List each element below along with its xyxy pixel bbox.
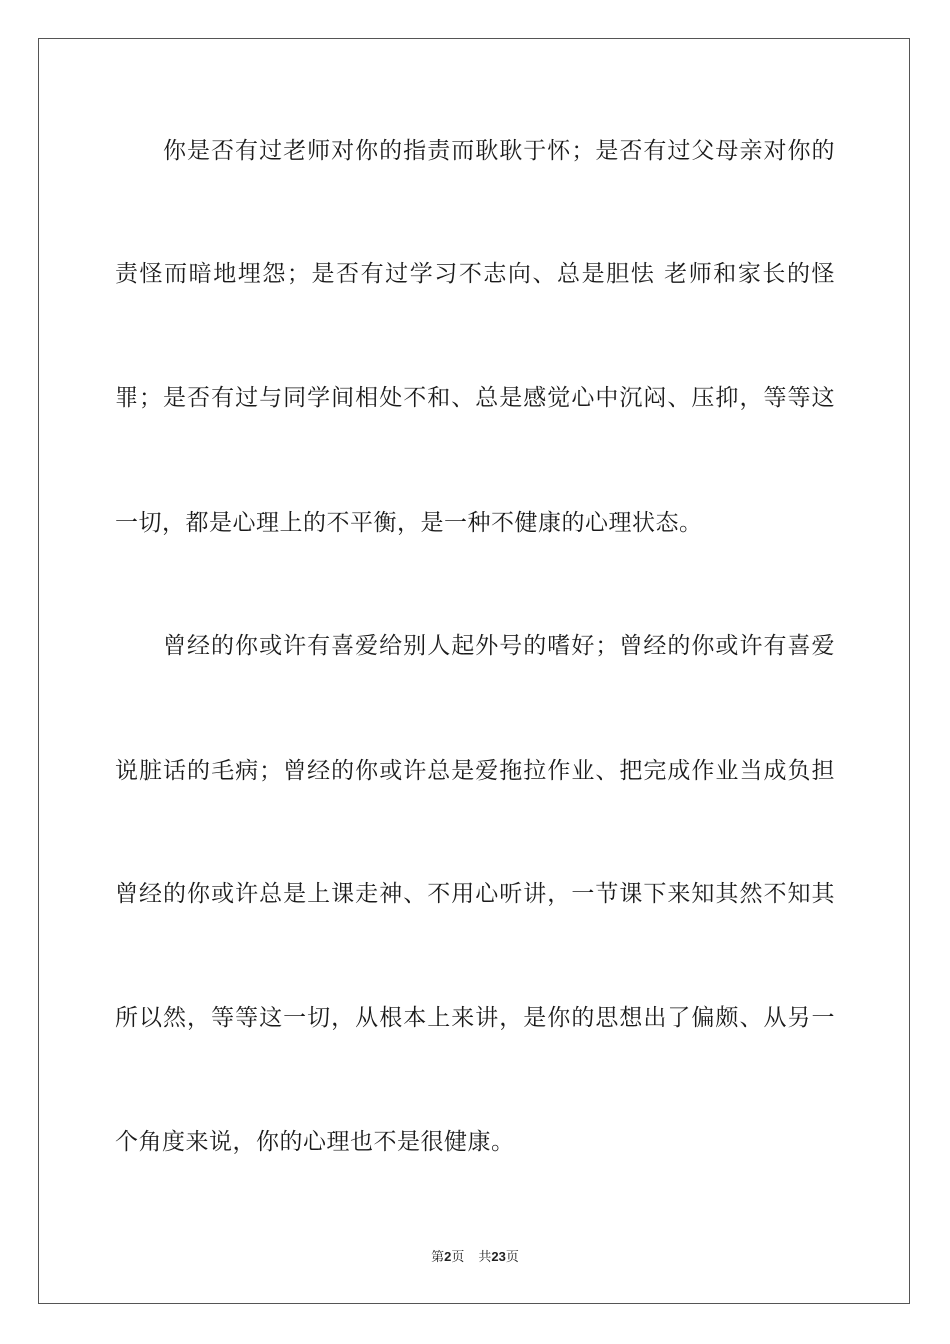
paragraph-line: 你是否有过老师对你的指责而耿耿于怀；是否有过父母亲对你的	[163, 138, 835, 164]
paragraph-line: 曾经的你或许有喜爱给别人起外号的嗜好；曾经的你或许有喜爱	[163, 633, 835, 659]
page-border	[38, 38, 910, 1304]
total-suffix: 页	[505, 1250, 519, 1265]
paragraph-line: 所以然，等等这一切，从根本上来讲，是你的思想出了偏颇、从另一	[115, 1005, 835, 1031]
page-suffix: 页	[451, 1250, 465, 1265]
paragraph-line: 曾经的你或许总是上课走神、不用心听讲，一节课下来知其然不知其	[115, 881, 835, 907]
paragraph-line: 罪；是否有过与同学间相处不和、总是感觉心中沉闷、压抑，等等这	[115, 385, 835, 411]
page-footer	[0, 1248, 950, 1267]
paragraph-line: 一切，都是心理上的不平衡，是一种不健康的心理状态。	[115, 510, 703, 536]
total-pages: 23	[491, 1249, 506, 1264]
paragraph-line: 个角度来说，你的心理也不是很健康。	[115, 1129, 515, 1155]
page-prefix: 第	[431, 1250, 445, 1265]
paragraph-line: 责怪而暗地埋怨；是否有过学习不志向、总是胆怯 老师和家长的怪	[115, 261, 835, 287]
total-prefix: 共	[478, 1250, 492, 1265]
paragraph-line: 说脏话的毛病；曾经的你或许总是爱拖拉作业、把完成作业当成负担	[115, 758, 835, 784]
page-number: 2	[444, 1249, 452, 1264]
